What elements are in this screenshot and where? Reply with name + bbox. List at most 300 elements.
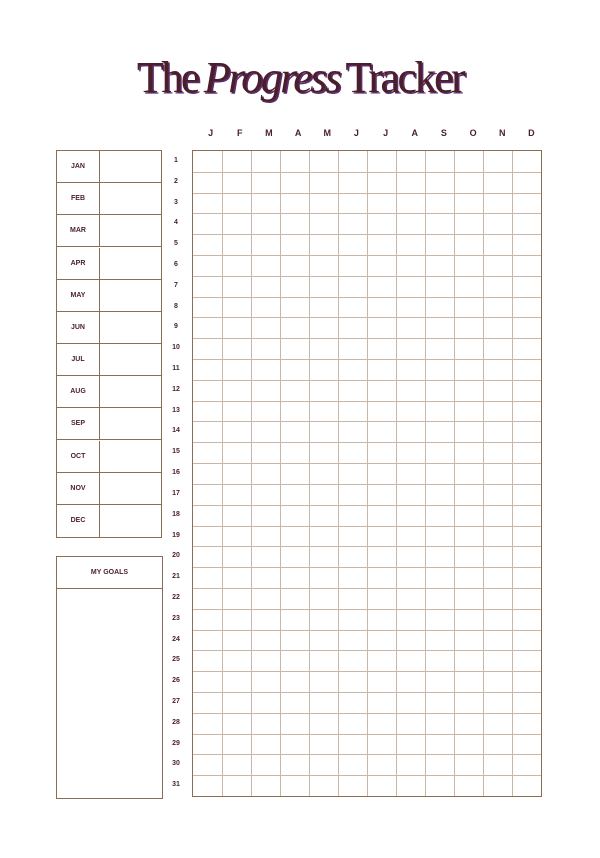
- tracker-cell[interactable]: [193, 713, 222, 734]
- tracker-cell[interactable]: [309, 276, 338, 297]
- tracker-cell[interactable]: [396, 234, 425, 255]
- tracker-cell[interactable]: [483, 297, 512, 318]
- tracker-cell[interactable]: [338, 380, 367, 401]
- tracker-cell[interactable]: [338, 775, 367, 796]
- side-month-note-field[interactable]: [100, 183, 161, 214]
- tracker-cell[interactable]: [338, 526, 367, 547]
- tracker-cell[interactable]: [193, 401, 222, 422]
- tracker-cell[interactable]: [367, 650, 396, 671]
- tracker-cell[interactable]: [454, 630, 483, 651]
- tracker-cell[interactable]: [193, 151, 222, 172]
- tracker-cell[interactable]: [483, 546, 512, 567]
- my-goals-writing-area[interactable]: [57, 589, 162, 798]
- tracker-cell[interactable]: [454, 380, 483, 401]
- tracker-cell[interactable]: [367, 484, 396, 505]
- tracker-cell[interactable]: [425, 505, 454, 526]
- tracker-cell[interactable]: [454, 734, 483, 755]
- tracker-cell[interactable]: [251, 463, 280, 484]
- tracker-cell[interactable]: [251, 380, 280, 401]
- tracker-cell[interactable]: [396, 193, 425, 214]
- tracker-cell[interactable]: [309, 172, 338, 193]
- tracker-cell[interactable]: [309, 609, 338, 630]
- tracker-cell[interactable]: [251, 401, 280, 422]
- tracker-cell[interactable]: [338, 754, 367, 775]
- tracker-cell[interactable]: [193, 588, 222, 609]
- tracker-cell[interactable]: [483, 401, 512, 422]
- tracker-cell[interactable]: [222, 546, 251, 567]
- tracker-cell[interactable]: [309, 421, 338, 442]
- tracker-cell[interactable]: [454, 359, 483, 380]
- tracker-cell[interactable]: [396, 213, 425, 234]
- tracker-cell[interactable]: [338, 255, 367, 276]
- tracker-cell[interactable]: [280, 151, 309, 172]
- tracker-cell[interactable]: [454, 151, 483, 172]
- tracker-cell[interactable]: [367, 526, 396, 547]
- tracker-cell[interactable]: [425, 401, 454, 422]
- tracker-cell[interactable]: [483, 276, 512, 297]
- tracker-cell[interactable]: [512, 276, 541, 297]
- tracker-cell[interactable]: [309, 255, 338, 276]
- tracker-cell[interactable]: [483, 526, 512, 547]
- tracker-cell[interactable]: [338, 193, 367, 214]
- tracker-cell[interactable]: [425, 484, 454, 505]
- tracker-cell[interactable]: [512, 297, 541, 318]
- tracker-cell[interactable]: [193, 193, 222, 214]
- tracker-cell[interactable]: [309, 692, 338, 713]
- tracker-cell[interactable]: [309, 546, 338, 567]
- tracker-cell[interactable]: [367, 463, 396, 484]
- tracker-cell[interactable]: [483, 421, 512, 442]
- tracker-cell[interactable]: [309, 193, 338, 214]
- tracker-cell[interactable]: [280, 421, 309, 442]
- tracker-cell[interactable]: [338, 297, 367, 318]
- tracker-cell[interactable]: [396, 151, 425, 172]
- tracker-cell[interactable]: [280, 401, 309, 422]
- tracker-cell[interactable]: [425, 234, 454, 255]
- tracker-cell[interactable]: [338, 151, 367, 172]
- tracker-cell[interactable]: [483, 630, 512, 651]
- tracker-cell[interactable]: [193, 484, 222, 505]
- tracker-cell[interactable]: [425, 588, 454, 609]
- tracker-cell[interactable]: [251, 193, 280, 214]
- tracker-cell[interactable]: [367, 359, 396, 380]
- tracker-cell[interactable]: [338, 692, 367, 713]
- tracker-cell[interactable]: [251, 588, 280, 609]
- tracker-cell[interactable]: [193, 526, 222, 547]
- tracker-cell[interactable]: [309, 650, 338, 671]
- tracker-cell[interactable]: [396, 359, 425, 380]
- tracker-cell[interactable]: [309, 463, 338, 484]
- tracker-cell[interactable]: [251, 754, 280, 775]
- tracker-cell[interactable]: [251, 297, 280, 318]
- tracker-cell[interactable]: [309, 734, 338, 755]
- tracker-cell[interactable]: [512, 505, 541, 526]
- tracker-cell[interactable]: [425, 567, 454, 588]
- tracker-cell[interactable]: [251, 526, 280, 547]
- tracker-cell[interactable]: [251, 234, 280, 255]
- tracker-cell[interactable]: [251, 172, 280, 193]
- tracker-cell[interactable]: [222, 172, 251, 193]
- tracker-cell[interactable]: [483, 484, 512, 505]
- tracker-cell[interactable]: [251, 317, 280, 338]
- tracker-cell[interactable]: [396, 588, 425, 609]
- tracker-cell[interactable]: [338, 172, 367, 193]
- tracker-cell[interactable]: [338, 234, 367, 255]
- tracker-cell[interactable]: [251, 609, 280, 630]
- tracker-cell[interactable]: [396, 421, 425, 442]
- tracker-cell[interactable]: [309, 380, 338, 401]
- side-month-note-field[interactable]: [100, 151, 161, 182]
- tracker-cell[interactable]: [193, 775, 222, 796]
- tracker-cell[interactable]: [193, 650, 222, 671]
- tracker-cell[interactable]: [280, 172, 309, 193]
- tracker-cell[interactable]: [396, 255, 425, 276]
- tracker-cell[interactable]: [454, 276, 483, 297]
- tracker-cell[interactable]: [483, 754, 512, 775]
- tracker-cell[interactable]: [396, 276, 425, 297]
- tracker-cell[interactable]: [309, 234, 338, 255]
- tracker-cell[interactable]: [425, 213, 454, 234]
- tracker-cell[interactable]: [222, 297, 251, 318]
- tracker-cell[interactable]: [425, 526, 454, 547]
- tracker-cell[interactable]: [338, 276, 367, 297]
- tracker-cell[interactable]: [396, 297, 425, 318]
- tracker-cell[interactable]: [222, 401, 251, 422]
- tracker-cell[interactable]: [309, 567, 338, 588]
- tracker-cell[interactable]: [454, 213, 483, 234]
- tracker-cell[interactable]: [425, 338, 454, 359]
- tracker-cell[interactable]: [512, 442, 541, 463]
- tracker-cell[interactable]: [338, 671, 367, 692]
- tracker-cell[interactable]: [483, 317, 512, 338]
- tracker-cell[interactable]: [251, 567, 280, 588]
- tracker-cell[interactable]: [338, 442, 367, 463]
- tracker-cell[interactable]: [512, 338, 541, 359]
- tracker-cell[interactable]: [251, 442, 280, 463]
- tracker-cell[interactable]: [222, 692, 251, 713]
- tracker-cell[interactable]: [338, 546, 367, 567]
- tracker-cell[interactable]: [483, 172, 512, 193]
- tracker-cell[interactable]: [396, 442, 425, 463]
- tracker-cell[interactable]: [367, 421, 396, 442]
- tracker-cell[interactable]: [251, 484, 280, 505]
- tracker-cell[interactable]: [280, 630, 309, 651]
- tracker-cell[interactable]: [280, 692, 309, 713]
- tracker-cell[interactable]: [251, 505, 280, 526]
- tracker-cell[interactable]: [454, 505, 483, 526]
- side-month-note-field[interactable]: [100, 312, 161, 343]
- tracker-cell[interactable]: [222, 734, 251, 755]
- tracker-cell[interactable]: [396, 526, 425, 547]
- tracker-cell[interactable]: [512, 380, 541, 401]
- tracker-cell[interactable]: [425, 775, 454, 796]
- tracker-cell[interactable]: [309, 588, 338, 609]
- tracker-cell[interactable]: [425, 734, 454, 755]
- side-month-note-field[interactable]: [100, 280, 161, 311]
- tracker-cell[interactable]: [309, 151, 338, 172]
- tracker-cell[interactable]: [367, 775, 396, 796]
- tracker-cell[interactable]: [367, 505, 396, 526]
- tracker-cell[interactable]: [367, 734, 396, 755]
- tracker-cell[interactable]: [338, 463, 367, 484]
- tracker-cell[interactable]: [512, 588, 541, 609]
- tracker-cell[interactable]: [280, 775, 309, 796]
- tracker-cell[interactable]: [251, 650, 280, 671]
- tracker-cell[interactable]: [367, 234, 396, 255]
- tracker-cell[interactable]: [309, 297, 338, 318]
- tracker-cell[interactable]: [251, 775, 280, 796]
- tracker-cell[interactable]: [367, 276, 396, 297]
- tracker-cell[interactable]: [222, 526, 251, 547]
- tracker-cell[interactable]: [454, 567, 483, 588]
- tracker-cell[interactable]: [280, 734, 309, 755]
- tracker-cell[interactable]: [425, 692, 454, 713]
- tracker-cell[interactable]: [222, 359, 251, 380]
- tracker-cell[interactable]: [367, 317, 396, 338]
- tracker-cell[interactable]: [425, 754, 454, 775]
- side-month-note-field[interactable]: [100, 248, 161, 279]
- tracker-cell[interactable]: [251, 630, 280, 651]
- tracker-cell[interactable]: [396, 317, 425, 338]
- tracker-cell[interactable]: [193, 380, 222, 401]
- tracker-cell[interactable]: [512, 193, 541, 214]
- tracker-cell[interactable]: [309, 401, 338, 422]
- tracker-cell[interactable]: [280, 338, 309, 359]
- tracker-cell[interactable]: [425, 463, 454, 484]
- tracker-cell[interactable]: [425, 609, 454, 630]
- tracker-cell[interactable]: [338, 484, 367, 505]
- side-month-note-field[interactable]: [100, 376, 161, 407]
- tracker-cell[interactable]: [222, 671, 251, 692]
- tracker-cell[interactable]: [280, 484, 309, 505]
- tracker-cell[interactable]: [367, 754, 396, 775]
- tracker-cell[interactable]: [483, 213, 512, 234]
- tracker-cell[interactable]: [483, 713, 512, 734]
- tracker-cell[interactable]: [338, 734, 367, 755]
- tracker-cell[interactable]: [338, 421, 367, 442]
- tracker-cell[interactable]: [251, 276, 280, 297]
- tracker-cell[interactable]: [396, 546, 425, 567]
- tracker-cell[interactable]: [512, 671, 541, 692]
- tracker-cell[interactable]: [193, 234, 222, 255]
- tracker-cell[interactable]: [280, 359, 309, 380]
- tracker-cell[interactable]: [222, 754, 251, 775]
- tracker-cell[interactable]: [454, 609, 483, 630]
- tracker-cell[interactable]: [280, 317, 309, 338]
- tracker-cell[interactable]: [193, 630, 222, 651]
- tracker-cell[interactable]: [280, 650, 309, 671]
- tracker-cell[interactable]: [280, 234, 309, 255]
- tracker-cell[interactable]: [425, 671, 454, 692]
- tracker-cell[interactable]: [280, 671, 309, 692]
- tracker-cell[interactable]: [338, 588, 367, 609]
- side-month-note-field[interactable]: [100, 215, 161, 246]
- tracker-cell[interactable]: [222, 151, 251, 172]
- tracker-cell[interactable]: [193, 505, 222, 526]
- tracker-cell[interactable]: [367, 609, 396, 630]
- tracker-cell[interactable]: [338, 359, 367, 380]
- tracker-cell[interactable]: [396, 463, 425, 484]
- tracker-cell[interactable]: [367, 442, 396, 463]
- tracker-cell[interactable]: [309, 671, 338, 692]
- tracker-cell[interactable]: [222, 193, 251, 214]
- tracker-cell[interactable]: [367, 588, 396, 609]
- tracker-cell[interactable]: [193, 546, 222, 567]
- tracker-cell[interactable]: [454, 775, 483, 796]
- tracker-cell[interactable]: [251, 255, 280, 276]
- tracker-cell[interactable]: [396, 692, 425, 713]
- tracker-cell[interactable]: [309, 338, 338, 359]
- tracker-cell[interactable]: [193, 338, 222, 359]
- tracker-cell[interactable]: [367, 567, 396, 588]
- tracker-cell[interactable]: [193, 671, 222, 692]
- tracker-cell[interactable]: [367, 380, 396, 401]
- tracker-cell[interactable]: [454, 338, 483, 359]
- tracker-cell[interactable]: [512, 754, 541, 775]
- tracker-cell[interactable]: [280, 609, 309, 630]
- tracker-cell[interactable]: [338, 505, 367, 526]
- tracker-cell[interactable]: [483, 671, 512, 692]
- tracker-cell[interactable]: [309, 505, 338, 526]
- tracker-cell[interactable]: [483, 505, 512, 526]
- tracker-cell[interactable]: [338, 213, 367, 234]
- tracker-cell[interactable]: [222, 588, 251, 609]
- tracker-cell[interactable]: [483, 567, 512, 588]
- tracker-cell[interactable]: [483, 588, 512, 609]
- tracker-cell[interactable]: [512, 172, 541, 193]
- tracker-cell[interactable]: [483, 255, 512, 276]
- tracker-cell[interactable]: [222, 276, 251, 297]
- tracker-cell[interactable]: [512, 526, 541, 547]
- tracker-cell[interactable]: [483, 338, 512, 359]
- tracker-cell[interactable]: [454, 692, 483, 713]
- tracker-cell[interactable]: [425, 255, 454, 276]
- tracker-cell[interactable]: [338, 317, 367, 338]
- tracker-cell[interactable]: [222, 463, 251, 484]
- tracker-cell[interactable]: [222, 484, 251, 505]
- tracker-cell[interactable]: [454, 442, 483, 463]
- tracker-cell[interactable]: [512, 317, 541, 338]
- tracker-cell[interactable]: [251, 671, 280, 692]
- tracker-cell[interactable]: [512, 213, 541, 234]
- tracker-cell[interactable]: [309, 317, 338, 338]
- tracker-cell[interactable]: [367, 151, 396, 172]
- tracker-cell[interactable]: [512, 713, 541, 734]
- tracker-cell[interactable]: [338, 630, 367, 651]
- tracker-cell[interactable]: [367, 671, 396, 692]
- tracker-cell[interactable]: [396, 380, 425, 401]
- tracker-cell[interactable]: [454, 255, 483, 276]
- tracker-cell[interactable]: [280, 380, 309, 401]
- tracker-cell[interactable]: [396, 775, 425, 796]
- tracker-cell[interactable]: [222, 775, 251, 796]
- tracker-cell[interactable]: [454, 484, 483, 505]
- tracker-cell[interactable]: [251, 734, 280, 755]
- tracker-cell[interactable]: [280, 276, 309, 297]
- tracker-cell[interactable]: [222, 567, 251, 588]
- tracker-cell[interactable]: [193, 754, 222, 775]
- tracker-cell[interactable]: [483, 193, 512, 214]
- tracker-cell[interactable]: [512, 546, 541, 567]
- tracker-cell[interactable]: [425, 297, 454, 318]
- tracker-cell[interactable]: [483, 151, 512, 172]
- tracker-cell[interactable]: [222, 317, 251, 338]
- tracker-cell[interactable]: [309, 359, 338, 380]
- tracker-cell[interactable]: [425, 650, 454, 671]
- tracker-cell[interactable]: [193, 276, 222, 297]
- tracker-cell[interactable]: [425, 630, 454, 651]
- tracker-cell[interactable]: [280, 463, 309, 484]
- tracker-cell[interactable]: [483, 380, 512, 401]
- tracker-cell[interactable]: [367, 692, 396, 713]
- tracker-cell[interactable]: [396, 650, 425, 671]
- tracker-cell[interactable]: [396, 567, 425, 588]
- tracker-cell[interactable]: [280, 255, 309, 276]
- tracker-cell[interactable]: [396, 754, 425, 775]
- tracker-cell[interactable]: [367, 172, 396, 193]
- tracker-cell[interactable]: [396, 338, 425, 359]
- tracker-cell[interactable]: [454, 317, 483, 338]
- tracker-cell[interactable]: [222, 234, 251, 255]
- tracker-cell[interactable]: [280, 546, 309, 567]
- tracker-cell[interactable]: [512, 630, 541, 651]
- tracker-cell[interactable]: [425, 317, 454, 338]
- tracker-cell[interactable]: [193, 463, 222, 484]
- tracker-cell[interactable]: [454, 650, 483, 671]
- tracker-cell[interactable]: [454, 588, 483, 609]
- tracker-cell[interactable]: [251, 213, 280, 234]
- tracker-cell[interactable]: [193, 359, 222, 380]
- tracker-cell[interactable]: [367, 255, 396, 276]
- tracker-cell[interactable]: [396, 734, 425, 755]
- tracker-cell[interactable]: [309, 775, 338, 796]
- tracker-cell[interactable]: [512, 151, 541, 172]
- tracker-cell[interactable]: [483, 609, 512, 630]
- tracker-cell[interactable]: [222, 255, 251, 276]
- tracker-cell[interactable]: [251, 692, 280, 713]
- tracker-cell[interactable]: [454, 526, 483, 547]
- tracker-cell[interactable]: [280, 567, 309, 588]
- tracker-cell[interactable]: [367, 713, 396, 734]
- tracker-cell[interactable]: [309, 754, 338, 775]
- tracker-cell[interactable]: [454, 713, 483, 734]
- side-month-note-field[interactable]: [100, 441, 161, 472]
- tracker-cell[interactable]: [251, 151, 280, 172]
- tracker-cell[interactable]: [512, 775, 541, 796]
- tracker-cell[interactable]: [483, 650, 512, 671]
- tracker-cell[interactable]: [338, 609, 367, 630]
- tracker-cell[interactable]: [454, 463, 483, 484]
- tracker-cell[interactable]: [367, 546, 396, 567]
- tracker-cell[interactable]: [512, 484, 541, 505]
- tracker-cell[interactable]: [512, 255, 541, 276]
- tracker-cell[interactable]: [309, 484, 338, 505]
- tracker-cell[interactable]: [425, 442, 454, 463]
- tracker-cell[interactable]: [222, 421, 251, 442]
- tracker-cell[interactable]: [425, 359, 454, 380]
- tracker-cell[interactable]: [251, 338, 280, 359]
- tracker-cell[interactable]: [396, 713, 425, 734]
- tracker-cell[interactable]: [280, 588, 309, 609]
- tracker-cell[interactable]: [454, 234, 483, 255]
- tracker-cell[interactable]: [425, 380, 454, 401]
- tracker-cell[interactable]: [512, 359, 541, 380]
- tracker-cell[interactable]: [193, 421, 222, 442]
- tracker-cell[interactable]: [367, 193, 396, 214]
- tracker-cell[interactable]: [222, 650, 251, 671]
- tracker-cell[interactable]: [280, 442, 309, 463]
- tracker-cell[interactable]: [338, 338, 367, 359]
